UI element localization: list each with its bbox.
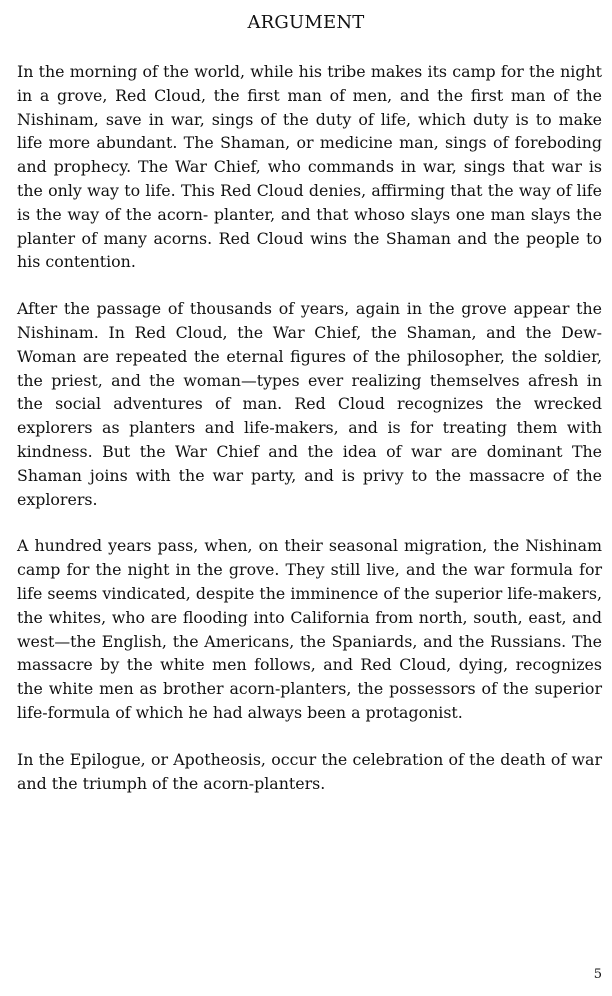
body-text — [17, 60, 602, 818]
page-title: ARGUMENT — [247, 12, 365, 33]
paragraph-1: In the morning of the world, while his tribe makes its camp for the night in a grove, Red Cloud, the first man of men, and the first man of the Nishinam, save in war, sings of the duty of life, which duty is to make life more abundant. The Shaman, or medicine man, sings of foreboding and prophecy. The War Chief, who commands in war, sings that war is the only way to life. This Red Cloud denies, affirming that the way of life is the way of the acorn- planter, and that whoso slays one man slays the planter of many acorns. Red Cloud wins the Shaman and the people to his contention. — [17, 62, 602, 272]
paragraph-3: A hundred years pass, when, on their seasonal migration, the Nishinam camp for the night in the grove. They still live, and the war formula for life seems vindicated, despite the imminence of the superior life-makers, the whites, who are flooding into California from north, south, east, and west—the English, the Americans, the Spaniards, and the Russians. The massacre by the white men follows, and Red Cloud, dying, recognizes the white men as brother acorn-planters, the possessors of the superior life-formula of which he had always been a protagonist. — [17, 536, 602, 722]
paragraph-2: After the passage of thousands of years, again in the grove appear the Nishinam. In Red Cloud, the War Chief, the Shaman, and the Dew-Woman are repeated the eternal figures of the philosopher, the soldier, the priest, and the woman—types ever realizing themselves afresh in the social adventures of man. Red Cloud recognizes the wrecked explorers as planters and life-makers, and is for treating them with kindness. But the War Chief and the idea of war are dominant The Shaman joins with the war party, and is privy to the massacre of the explorers. — [17, 299, 602, 509]
paragraph-4: In the Epilogue, or Apotheosis, occur the celebration of the death of war and the triumph of the acorn-planters. — [17, 749, 602, 793]
page-number: 5 — [593, 967, 602, 982]
